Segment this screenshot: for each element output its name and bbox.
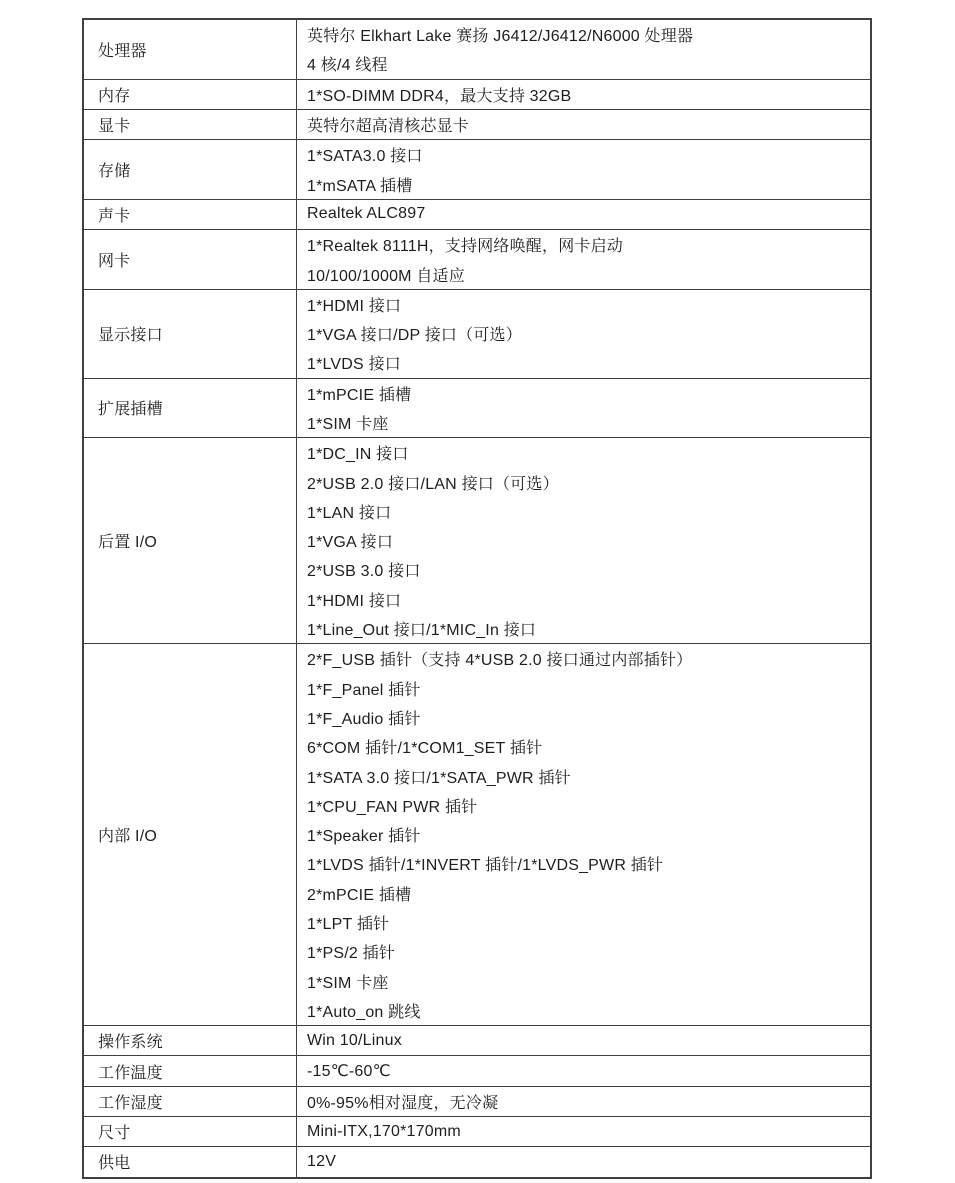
spec-value-line: 1*DC_IN 接口 (307, 446, 409, 464)
spec-label: 内部 I/O (98, 828, 157, 846)
spec-value-cell (297, 1056, 870, 1085)
spec-label: 显卡 (98, 118, 131, 136)
spec-value-line: Realtek ALC897 (307, 205, 426, 223)
spec-value-line: 1*F_Panel 插针 (307, 681, 421, 699)
spec-label: 操作系统 (98, 1034, 163, 1052)
spec-value-line: 1*VGA 接口/DP 接口（可选） (307, 327, 522, 345)
spec-value-line: 1*mSATA 插槽 (307, 177, 413, 195)
table-row (84, 229, 870, 289)
spec-value-line: 1*LAN 接口 (307, 504, 392, 522)
spec-label: 显示接口 (98, 327, 163, 345)
spec-value-line: 英特尔超高清核芯显卡 (307, 118, 470, 136)
spec-value-line: 1*HDMI 接口 (307, 297, 402, 315)
spec-label: 内存 (98, 87, 131, 105)
spec-label: 尺寸 (98, 1125, 131, 1143)
spec-value-line: 1*SATA 3.0 接口/1*SATA_PWR 插针 (307, 769, 571, 787)
spec-label: 处理器 (98, 42, 147, 60)
spec-value-line: 10/100/1000M 自适应 (307, 267, 465, 285)
spec-value-line: Mini-ITX,170*170mm (307, 1122, 461, 1140)
table-row (84, 289, 870, 378)
spec-value-line: 1*Auto_on 跳线 (307, 1003, 421, 1021)
spec-value-line: 1*SIM 卡座 (307, 974, 389, 992)
spec-value-line: 0%-95%相对湿度，无冷凝 (307, 1094, 499, 1112)
spec-value-cell (297, 110, 870, 139)
spec-label: 存储 (98, 162, 131, 180)
spec-value-line: 2*USB 3.0 接口 (307, 563, 421, 581)
spec-value-line: 6*COM 插针/1*COM1_SET 插针 (307, 740, 543, 758)
spec-label-cell (84, 230, 297, 289)
table-row (84, 1086, 870, 1116)
spec-label-cell (84, 379, 297, 438)
spec-value-line: 1*SATA3.0 接口 (307, 148, 423, 166)
table-row (84, 109, 870, 139)
spec-value-cell (297, 1117, 870, 1146)
spec-label: 声卡 (98, 207, 131, 225)
table-row (84, 643, 870, 1025)
spec-value-cell (297, 644, 870, 1025)
spec-label-cell (84, 438, 297, 643)
table-row (84, 139, 870, 199)
table-row (84, 20, 870, 79)
spec-value-line: 1*Realtek 8111H，支持网络唤醒，网卡启动 (307, 238, 623, 256)
spec-label: 工作温度 (98, 1064, 163, 1082)
spec-value-line: 1*mPCIE 插槽 (307, 386, 412, 404)
spec-value-cell (297, 20, 870, 79)
table-row (84, 437, 870, 643)
spec-value-line: 1*VGA 接口 (307, 534, 394, 552)
spec-label-cell (84, 110, 297, 139)
spec-value-line: 1*F_Audio 插针 (307, 710, 421, 728)
spec-label-cell (84, 290, 297, 378)
spec-label-cell (84, 644, 297, 1025)
spec-value-line: 1*LVDS 插针/1*INVERT 插针/1*LVDS_PWR 插针 (307, 857, 664, 875)
spec-label-cell (84, 1026, 297, 1055)
spec-label-cell (84, 140, 297, 199)
table-row (84, 199, 870, 229)
spec-label: 后置 I/O (98, 534, 157, 552)
spec-value-line: 1*SO-DIMM DDR4，最大支持 32GB (307, 87, 572, 105)
table-row (84, 79, 870, 109)
spec-label-cell (84, 1147, 297, 1176)
spec-value-line: 2*F_USB 插针（支持 4*USB 2.0 接口通过内部插针） (307, 652, 693, 670)
spec-value-line: 英特尔 Elkhart Lake 赛扬 J6412/J6412/N6000 处理器 (307, 28, 694, 46)
spec-value-line: 1*SIM 卡座 (307, 416, 389, 433)
table-row (84, 1146, 870, 1176)
spec-value-line: 4 核/4 线程 (307, 57, 388, 75)
spec-value-cell (297, 1087, 870, 1116)
spec-value-cell (297, 438, 870, 643)
spec-value-cell (297, 1147, 870, 1176)
spec-value-cell (297, 200, 870, 229)
spec-value-cell (297, 379, 870, 438)
spec-value-line: -15℃-60℃ (307, 1063, 391, 1081)
spec-value-line: 2*mPCIE 插槽 (307, 886, 412, 904)
spec-label: 网卡 (98, 252, 131, 270)
spec-value-line: 1*Speaker 插针 (307, 828, 421, 846)
spec-label-cell (84, 200, 297, 229)
spec-value-cell (297, 290, 870, 378)
spec-table (82, 18, 872, 1179)
spec-label-cell (84, 80, 297, 109)
spec-value-line: 1*HDMI 接口 (307, 592, 402, 610)
table-row (84, 1116, 870, 1146)
spec-label-cell (84, 1087, 297, 1116)
spec-value-line: 1*LPT 插针 (307, 916, 390, 934)
spec-value-line: 1*CPU_FAN PWR 插针 (307, 798, 478, 816)
spec-label: 供电 (98, 1155, 131, 1173)
spec-value-line: 1*PS/2 插针 (307, 945, 396, 963)
spec-value-line: Win 10/Linux (307, 1031, 402, 1049)
spec-value-cell (297, 230, 870, 289)
table-row (84, 1025, 870, 1055)
spec-label-cell (84, 20, 297, 79)
spec-value-cell (297, 140, 870, 199)
table-row (84, 378, 870, 438)
spec-value-line: 1*LVDS 接口 (307, 356, 401, 374)
spec-value-line: 2*USB 2.0 接口/LAN 接口（可选） (307, 475, 559, 493)
spec-value-cell (297, 80, 870, 109)
spec-value-line: 12V (307, 1152, 337, 1170)
spec-value-cell (297, 1026, 870, 1055)
spec-label: 扩展插槽 (98, 401, 163, 419)
spec-value-line: 1*Line_Out 接口/1*MIC_In 接口 (307, 622, 537, 640)
spec-label: 工作湿度 (98, 1094, 163, 1112)
spec-label-cell (84, 1056, 297, 1085)
table-row (84, 1055, 870, 1085)
spec-label-cell (84, 1117, 297, 1146)
